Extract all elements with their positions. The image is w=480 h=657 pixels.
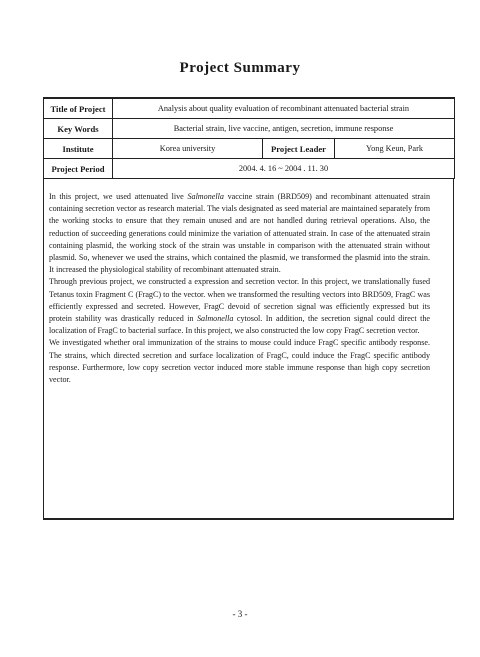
summary-paragraph-2 [49, 276, 430, 337]
keywords-row [44, 119, 455, 139]
page-number: - 3 - [232, 609, 248, 619]
summary-paragraph-3: We investigated whether oral immunization of the strains to mouse could induce FragC specific antibody response. The strains, which directed secretion and surface localization of FragC, could induce the FragC specific antibody response. Furthermore, low copy secretion vector induced more stable immune response than high copy secretion vector. [49, 338, 430, 385]
period-label: Project Period [44, 159, 113, 179]
p2-text-a: Through previous project, we constructed a expression and secretion vector. In this project, we translationally fused Tetanus toxin Fragment C (FragC) to the vector. when we transformed the resulting vectors into BRD509, FragC was efficiently expressed and secreted. However, FragC devoid of secretion signal was efficiently expressed but its protein stability was drastically reduced in [49, 277, 430, 324]
title-label: Title of Project [44, 98, 113, 119]
title-value: Analysis about quality evaluation of recombinant attenuated bacterial strain [113, 98, 455, 119]
p1-text-a: In this project, we used attenuated live [49, 192, 188, 201]
page-title: Project Summary [179, 60, 301, 76]
title-row [44, 98, 455, 119]
p1-text-b: vaccine strain (BRD509) and recombinant attenuated strain containing secretion vector as research material. The vials designated as seed material are maintained separately from the working stocks to ensure that they remain unused and are not handled during retrieval operations. Also, the reduction of succeeding generations could minimize the variation of attenuated strain. In case of the attenuated strain containing plasmid, the working stock of the strain was unstable in comparison with the attenuated strain without plasmid. So, whenever we used the strains, which contained the plasmid, we transformed the plasmid into the strain. It increased the physiological stability of recombinant attenuated strain. [49, 192, 430, 275]
period-row [44, 159, 455, 179]
keywords-value: Bacterial strain, live vaccine, antigen, secretion, immune response [113, 119, 455, 139]
institute-label: Institute [44, 139, 113, 159]
leader-value: Yong Keun, Park [335, 139, 455, 159]
leader-label: Project Leader [263, 139, 335, 159]
period-value: 2004. 4. 16 ~ 2004 . 11. 30 [113, 159, 455, 179]
institute-row [44, 139, 455, 159]
p2-text-b: cytosol. In addition, the secretion signal could direct the localization of FragC to bacterial surface. In this project, we also constructed the low copy FragC secretion vector. [49, 314, 430, 336]
summary-paragraph-1 [49, 191, 430, 276]
keywords-label: Key Words [44, 119, 113, 139]
institute-value: Korea university [113, 139, 263, 159]
summary-text [49, 191, 430, 386]
p2-italic: Salmonella [196, 314, 234, 324]
project-info-table [43, 97, 455, 179]
p1-italic: Salmonella [187, 192, 224, 201]
